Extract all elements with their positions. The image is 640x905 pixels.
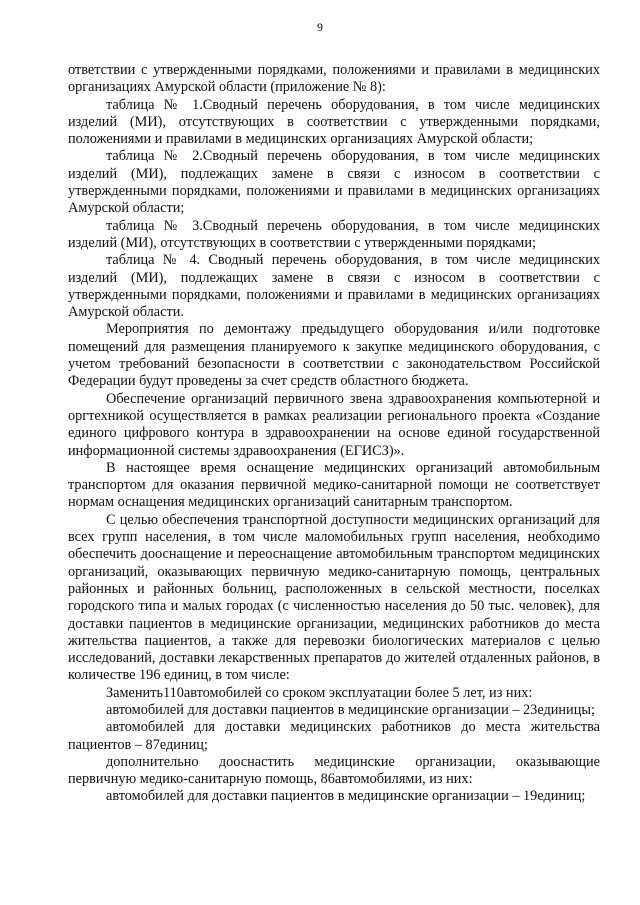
paragraph-patient-vehicles-additional: автомобилей для доставки пациентов в медицинские организации – 19единиц;	[106, 788, 586, 805]
paragraph-table-2: таблица № 2.Сводный перечень оборудования, в том числе медицинских изделий (МИ), подлежащих замене в связи с износом в соответствии с утвержденными порядками, положениями и правилами в медицинских организациях Амурской области;	[68, 148, 600, 217]
paragraph-transport-status: В настоящее время оснащение медицинских организаций автомобильным транспортом для оказания первичной медико-санитарной помощи не соответствует нормам оснащения медицинских организаций санитарным транспортом.	[68, 459, 600, 511]
paragraph-additional-vehicles: дополнительно дооснастить медицинские организации, оказывающие первичную медико-санитарную помощь, 86автомобилями, из них:	[68, 753, 600, 788]
paragraph-continuation: ответствии с утвержденными порядками, положениями и правилами в медицинских организациях Амурской области (приложение № 8):	[68, 62, 600, 96]
document-body	[68, 62, 600, 806]
paragraph-staff-vehicles-replace: автомобилей для доставки медицинских работников до места жительства пациентов – 87единиц;	[68, 719, 600, 753]
paragraph-patient-vehicles-replace: автомобилей для доставки пациентов в медицинские организации – 23единицы;	[106, 701, 595, 718]
page-number: 9	[317, 20, 323, 34]
paragraph-dismantling: Мероприятия по демонтажу предыдущего оборудования и/или подготовке помещений для размещения планируемого к закупке медицинского оборудования, с учетом требований безопасности в соответствии с законодательством Российской Федерации будут проведены за счет средств областного бюджета.	[68, 321, 600, 390]
paragraph-table-4: таблица № 4. Сводный перечень оборудования, в том числе медицинских изделий (МИ), подлежащих замене в связи с износом в соответствии с утвержденными порядками, положениями и правилами в медицинских организациях Амурской области.	[68, 252, 600, 321]
paragraph-table-1: таблица № 1.Сводный перечень оборудования, в том числе медицинских изделий (МИ), отсутствующих в соответствии с утвержденными порядками, положениями и правилами в медицинских организациях Амурской области;	[68, 96, 600, 148]
paragraph-table-3: таблица № 3.Сводный перечень оборудования, в том числе медицинских изделий (МИ), отсутствующих в соответствии с утвержденными порядками;	[68, 217, 600, 251]
paragraph-replace-vehicles: Заменить110автомобилей со сроком эксплуатации более 5 лет, из них:	[106, 684, 533, 701]
paragraph-transport-goals: С целью обеспечения транспортной доступности медицинских организаций для всех групп населения, в том числе маломобильных групп населения, необходимо обеспечить дооснащение и переоснащение автомобильным транспортом медицинских организаций, оказывающих первичную медико-санитарную помощь, центральных районных и районных больниц, расположенных в сельской местности, поселках городского типа и малых городах (с численностью населения до 50 тыс. человек), для доставки пациентов в медицинские организации, медицинских работников до места жительства пациентов, а также для перевозки биологических материалов с целью исследований, доставки лекарственных препаратов до жителей отдаленных районов, в количестве 196 единиц, в том числе:	[68, 511, 600, 684]
paragraph-it-equipment: Обеспечение организаций первичного звена здравоохранения компьютерной и оргтехникой осуществляется в рамках реализации регионального проекта «Создание единого цифрового контура в здравоохранении на основе единой государственной информационной системы здравоохранения (ЕГИСЗ)».	[68, 390, 600, 459]
